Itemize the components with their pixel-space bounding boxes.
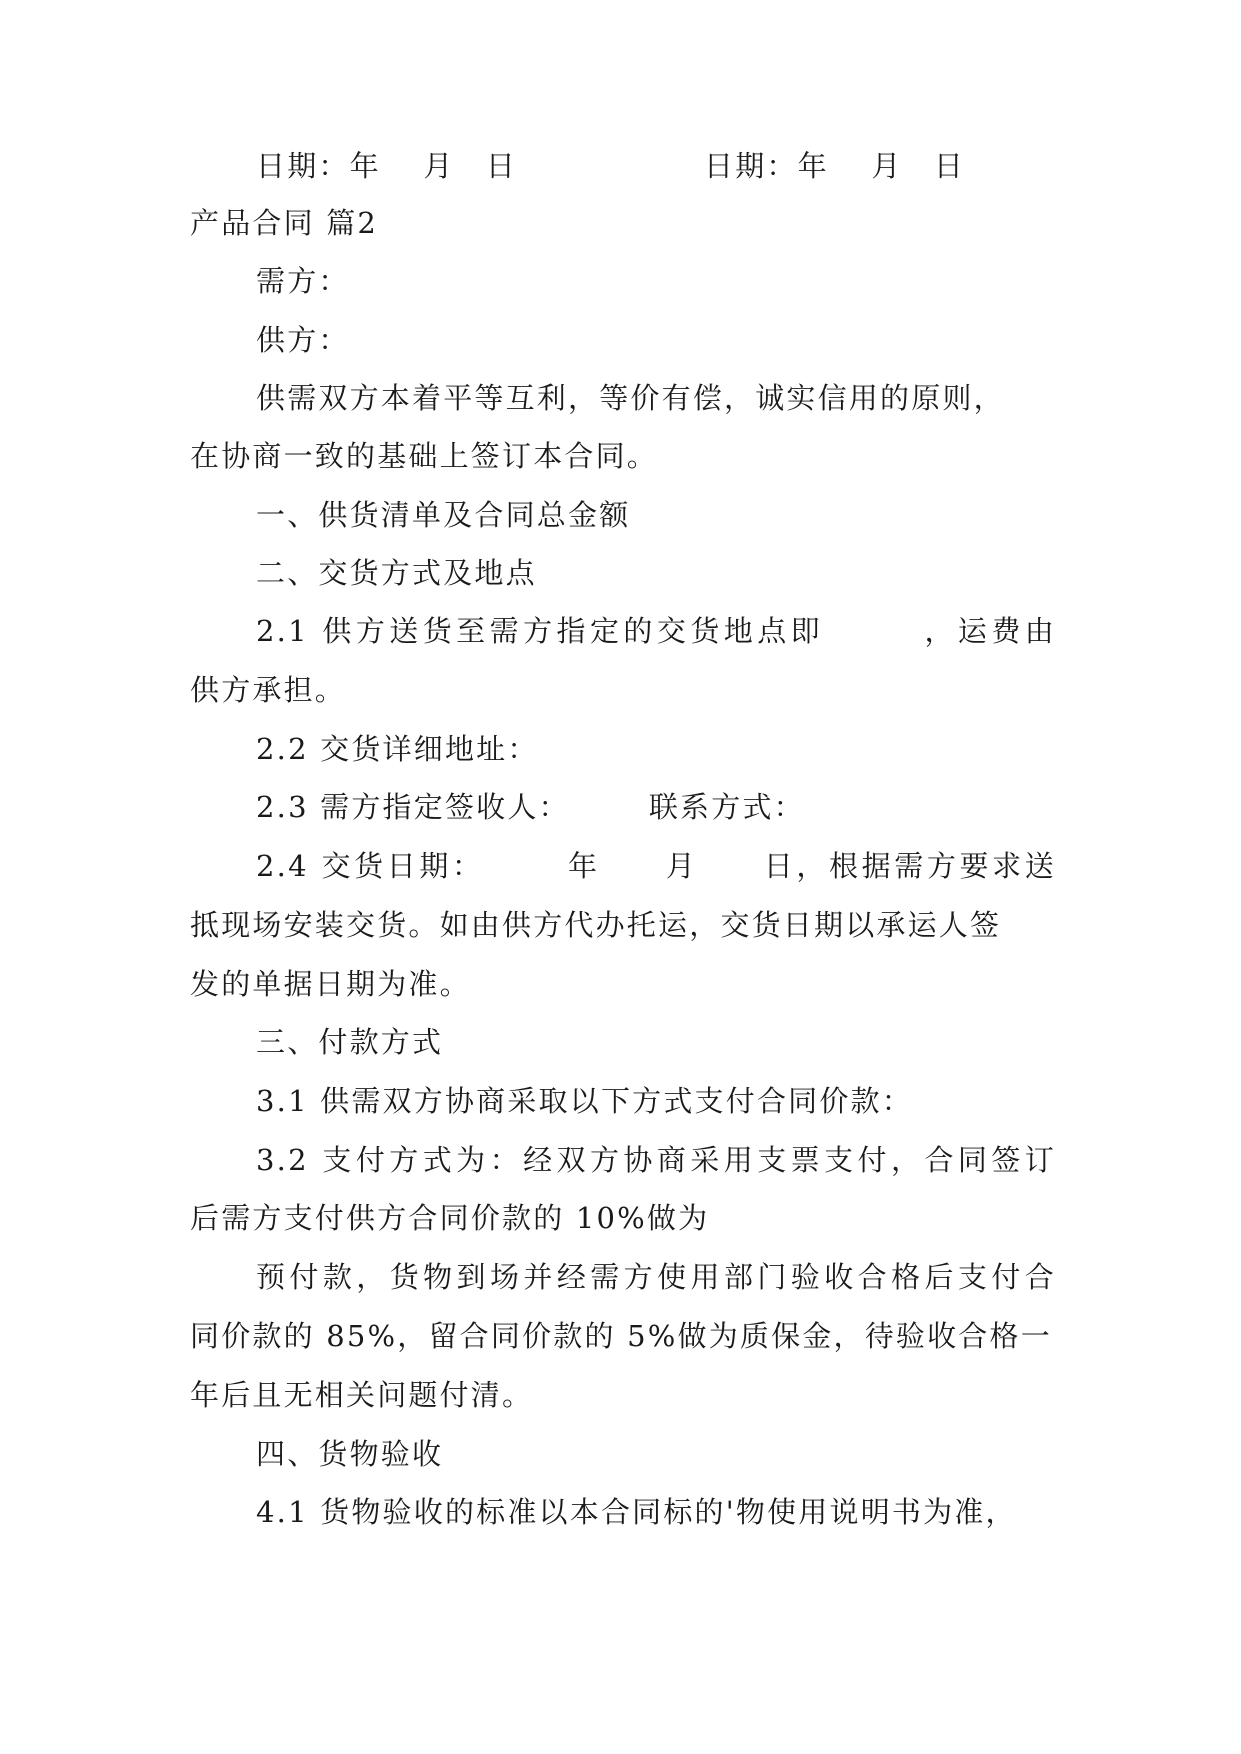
payment-paragraph-line-3: 年后且无相关问题付清。: [190, 1378, 534, 1412]
clause-2-3: 2.3 需方指定签收人： 联系方式：: [256, 790, 805, 824]
signature-date-line: [256, 148, 1126, 184]
intro-paragraph-line-2: 在协商一致的基础上签订本合同。: [190, 439, 659, 473]
payment-paragraph-line-2: 同价款的 85%，留合同价款的 5%做为质保金，待验收合格一: [190, 1319, 1052, 1353]
heading-1: 一、供货清单及合同总金额: [256, 498, 631, 532]
clause-2-4-line-1: 2.4 交货日期： 年 月 日，根据需方要求送: [256, 849, 1056, 883]
heading-3: 三、付款方式: [256, 1025, 444, 1059]
date-left: 日期：年 月 日: [256, 149, 518, 183]
section-title: 产品合同 篇2: [190, 206, 379, 240]
clause-3-1: 3.1 供需双方协商采取以下方式支付合同价款：: [256, 1084, 913, 1118]
buyer-label: 需方：: [256, 264, 350, 298]
clause-2-1-line-1: 2.1 供方送货至需方指定的交货地点即 ，运费由: [256, 614, 1056, 648]
clause-2-2: 2.2 交货详细地址：: [256, 732, 539, 766]
clause-3-2-line-2: 后需方支付供方合同价款的 10%做为: [190, 1201, 710, 1235]
date-right: 日期：年 月 日: [704, 149, 966, 183]
clause-3-2-line-1: 3.2 支付方式为：经双方协商采用支票支付，合同签订: [256, 1143, 1056, 1177]
payment-paragraph-line-1: 预付款，货物到场并经需方使用部门验收合格后支付合: [256, 1260, 1056, 1294]
supplier-label: 供方：: [256, 323, 350, 357]
heading-2: 二、交货方式及地点: [256, 556, 537, 590]
intro-paragraph-line-1: 供需双方本着平等互利，等价有偿，诚实信用的原则，: [256, 381, 1005, 415]
clause-2-4-line-2: 抵现场安装交货。如由供方代办托运，交货日期以承运人签: [190, 908, 1002, 942]
clause-2-1-line-2: 供方承担。: [190, 673, 347, 707]
heading-4: 四、货物验收: [256, 1437, 444, 1471]
clause-2-4-line-3: 发的单据日期为准。: [190, 967, 471, 1001]
clause-4-1: 4.1 货物验收的标准以本合同标的'物使用说明书为准，: [256, 1495, 1017, 1529]
